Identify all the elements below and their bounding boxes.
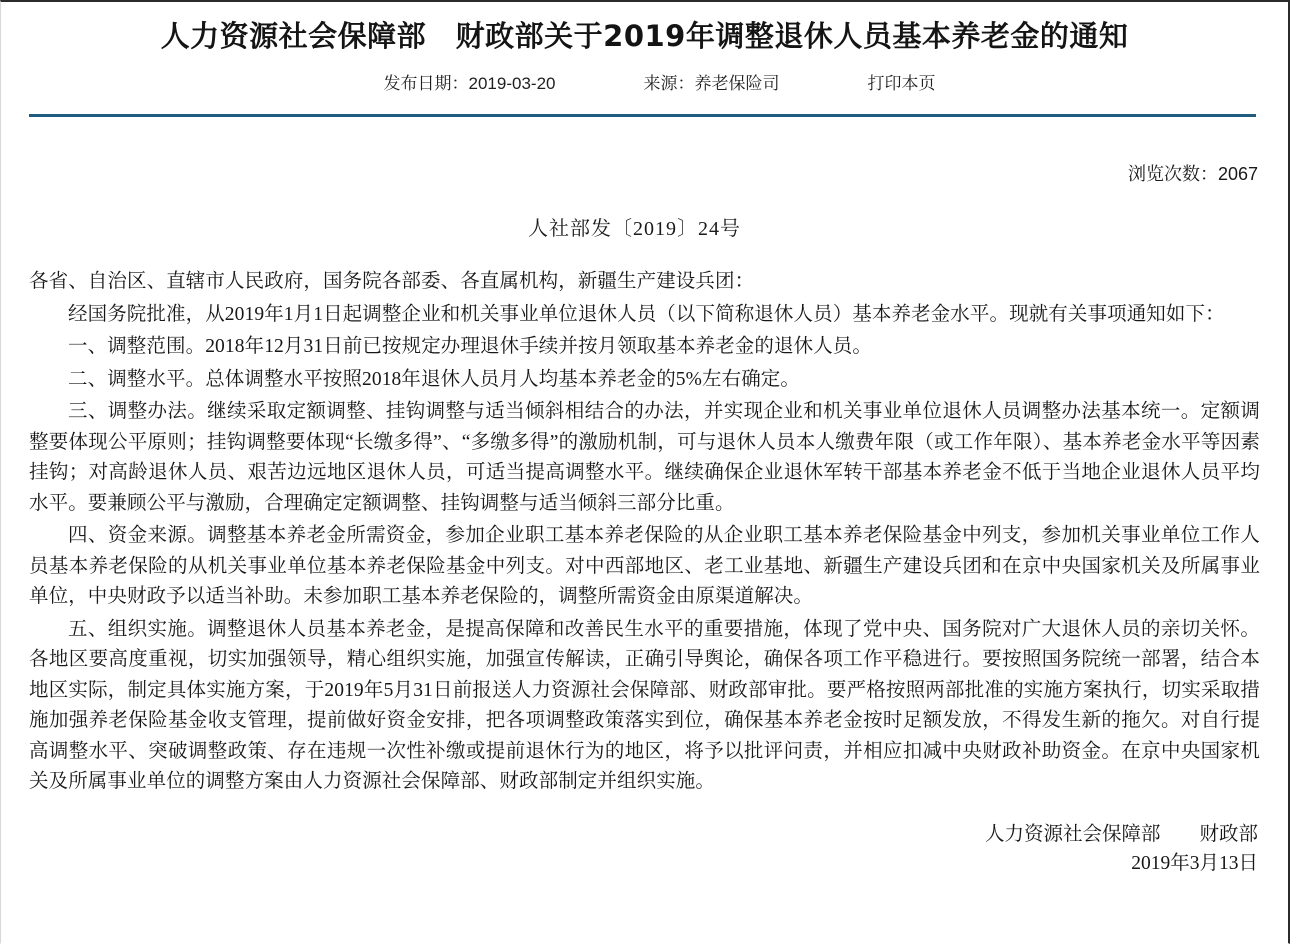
publish-date: 发布日期：2019-03-20	[383, 74, 556, 93]
source-label: 来源：养老保险司	[643, 74, 780, 93]
view-count: 浏览次数：2067	[1127, 164, 1258, 184]
header-divider	[29, 114, 1256, 117]
addressee-line: 各省、自治区、直辖市人民政府，国务院各部委、各直属机构，新疆生产建设兵团：	[29, 271, 755, 292]
document-meta-row	[1, 72, 1288, 96]
view-count-row	[1, 161, 1288, 187]
document-body	[1, 267, 1288, 798]
signature-block	[1, 820, 1288, 878]
signature-issuers: 人力资源社会保障部 财政部	[984, 823, 1258, 845]
paragraph-item-1: 一、调整范围。2018年12月31日前已按规定办理退休手续并按月领取基本养老金的退休人员。	[68, 336, 873, 357]
paragraph-intro: 经国务院批准，从2019年1月1日起调整企业和机关事业单位退休人员（以下简称退休人员）基本养老金水平。现就有关事项通知如下：	[68, 303, 1225, 325]
page-title: 人力资源社会保障部 财政部关于2019年调整退休人员基本养老金的通知	[160, 19, 1129, 53]
signature-date: 2019年3月13日	[1131, 852, 1258, 874]
paragraph-item-3: 三、调整办法。继续采取定额调整、挂钩调整与适当倾斜相结合的办法，并实现企业和机关事业单位退休人员调整办法基本统一。定额调整要体现公平原则；挂钩调整要体现“长缴多得”、“多缴多得”的激励机制，可与退休人员本人缴费年限（或工作年限）、基本养老金水平等因素挂钩；对高龄退休人员、艰苦边远地区退休人员，可适当提高调整水平。继续确保企业退休军转干部基本养老金不低于当地企业退休人员平均水平。要兼顾公平与激励，合理确定定额调整、挂钩调整与适当倾斜三部分比重。	[29, 401, 1260, 514]
paragraph-item-4: 四、资金来源。调整基本养老金所需资金，参加企业职工基本养老保险的从企业职工基本养老保险基金中列支，参加机关事业单位工作人员基本养老保险的从机关事业单位基本养老保险基金中列支。对中西部地区、老工业基地、新疆生产建设兵团和在京中央国家机关及所属事业单位，中央财政予以适当补助。未参加职工基本养老保险的，调整所需资金由原渠道解决。	[29, 525, 1260, 607]
paragraph-item-5: 五、组织实施。调整退休人员基本养老金，是提高保障和改善民生水平的重要措施，体现了党中央、国务院对广大退休人员的亲切关怀。各地区要高度重视，切实加强领导，精心组织实施，加强宣传解读，正确引导舆论，确保各项工作平稳进行。要按照国务院统一部署，结合本地区实际，制定具体实施方案，于2019年5月31日前报送人力资源社会保障部、财政部审批。要严格按照两部批准的实施方案执行，切实采取措施加强养老保险基金收支管理，提前做好资金安排，把各项调整政策落实到位，确保基本养老金按时足额发放，不得发生新的拖欠。对自行提高调整水平、突破调整政策、存在违规一次性补缴或提前退休行为的地区，将予以批评问责，并相应扣减中央财政补助资金。在京中央国家机关及所属事业单位的调整方案由人力资源社会保障部、财政部制定并组织实施。	[29, 618, 1260, 792]
print-page-link[interactable]: 打印本页	[867, 74, 936, 93]
paragraph-item-2: 二、调整水平。总体调整水平按照2018年退休人员月人均基本养老金的5%左右确定。	[68, 368, 800, 390]
document-number: 人社部发〔2019〕24号	[528, 218, 741, 240]
